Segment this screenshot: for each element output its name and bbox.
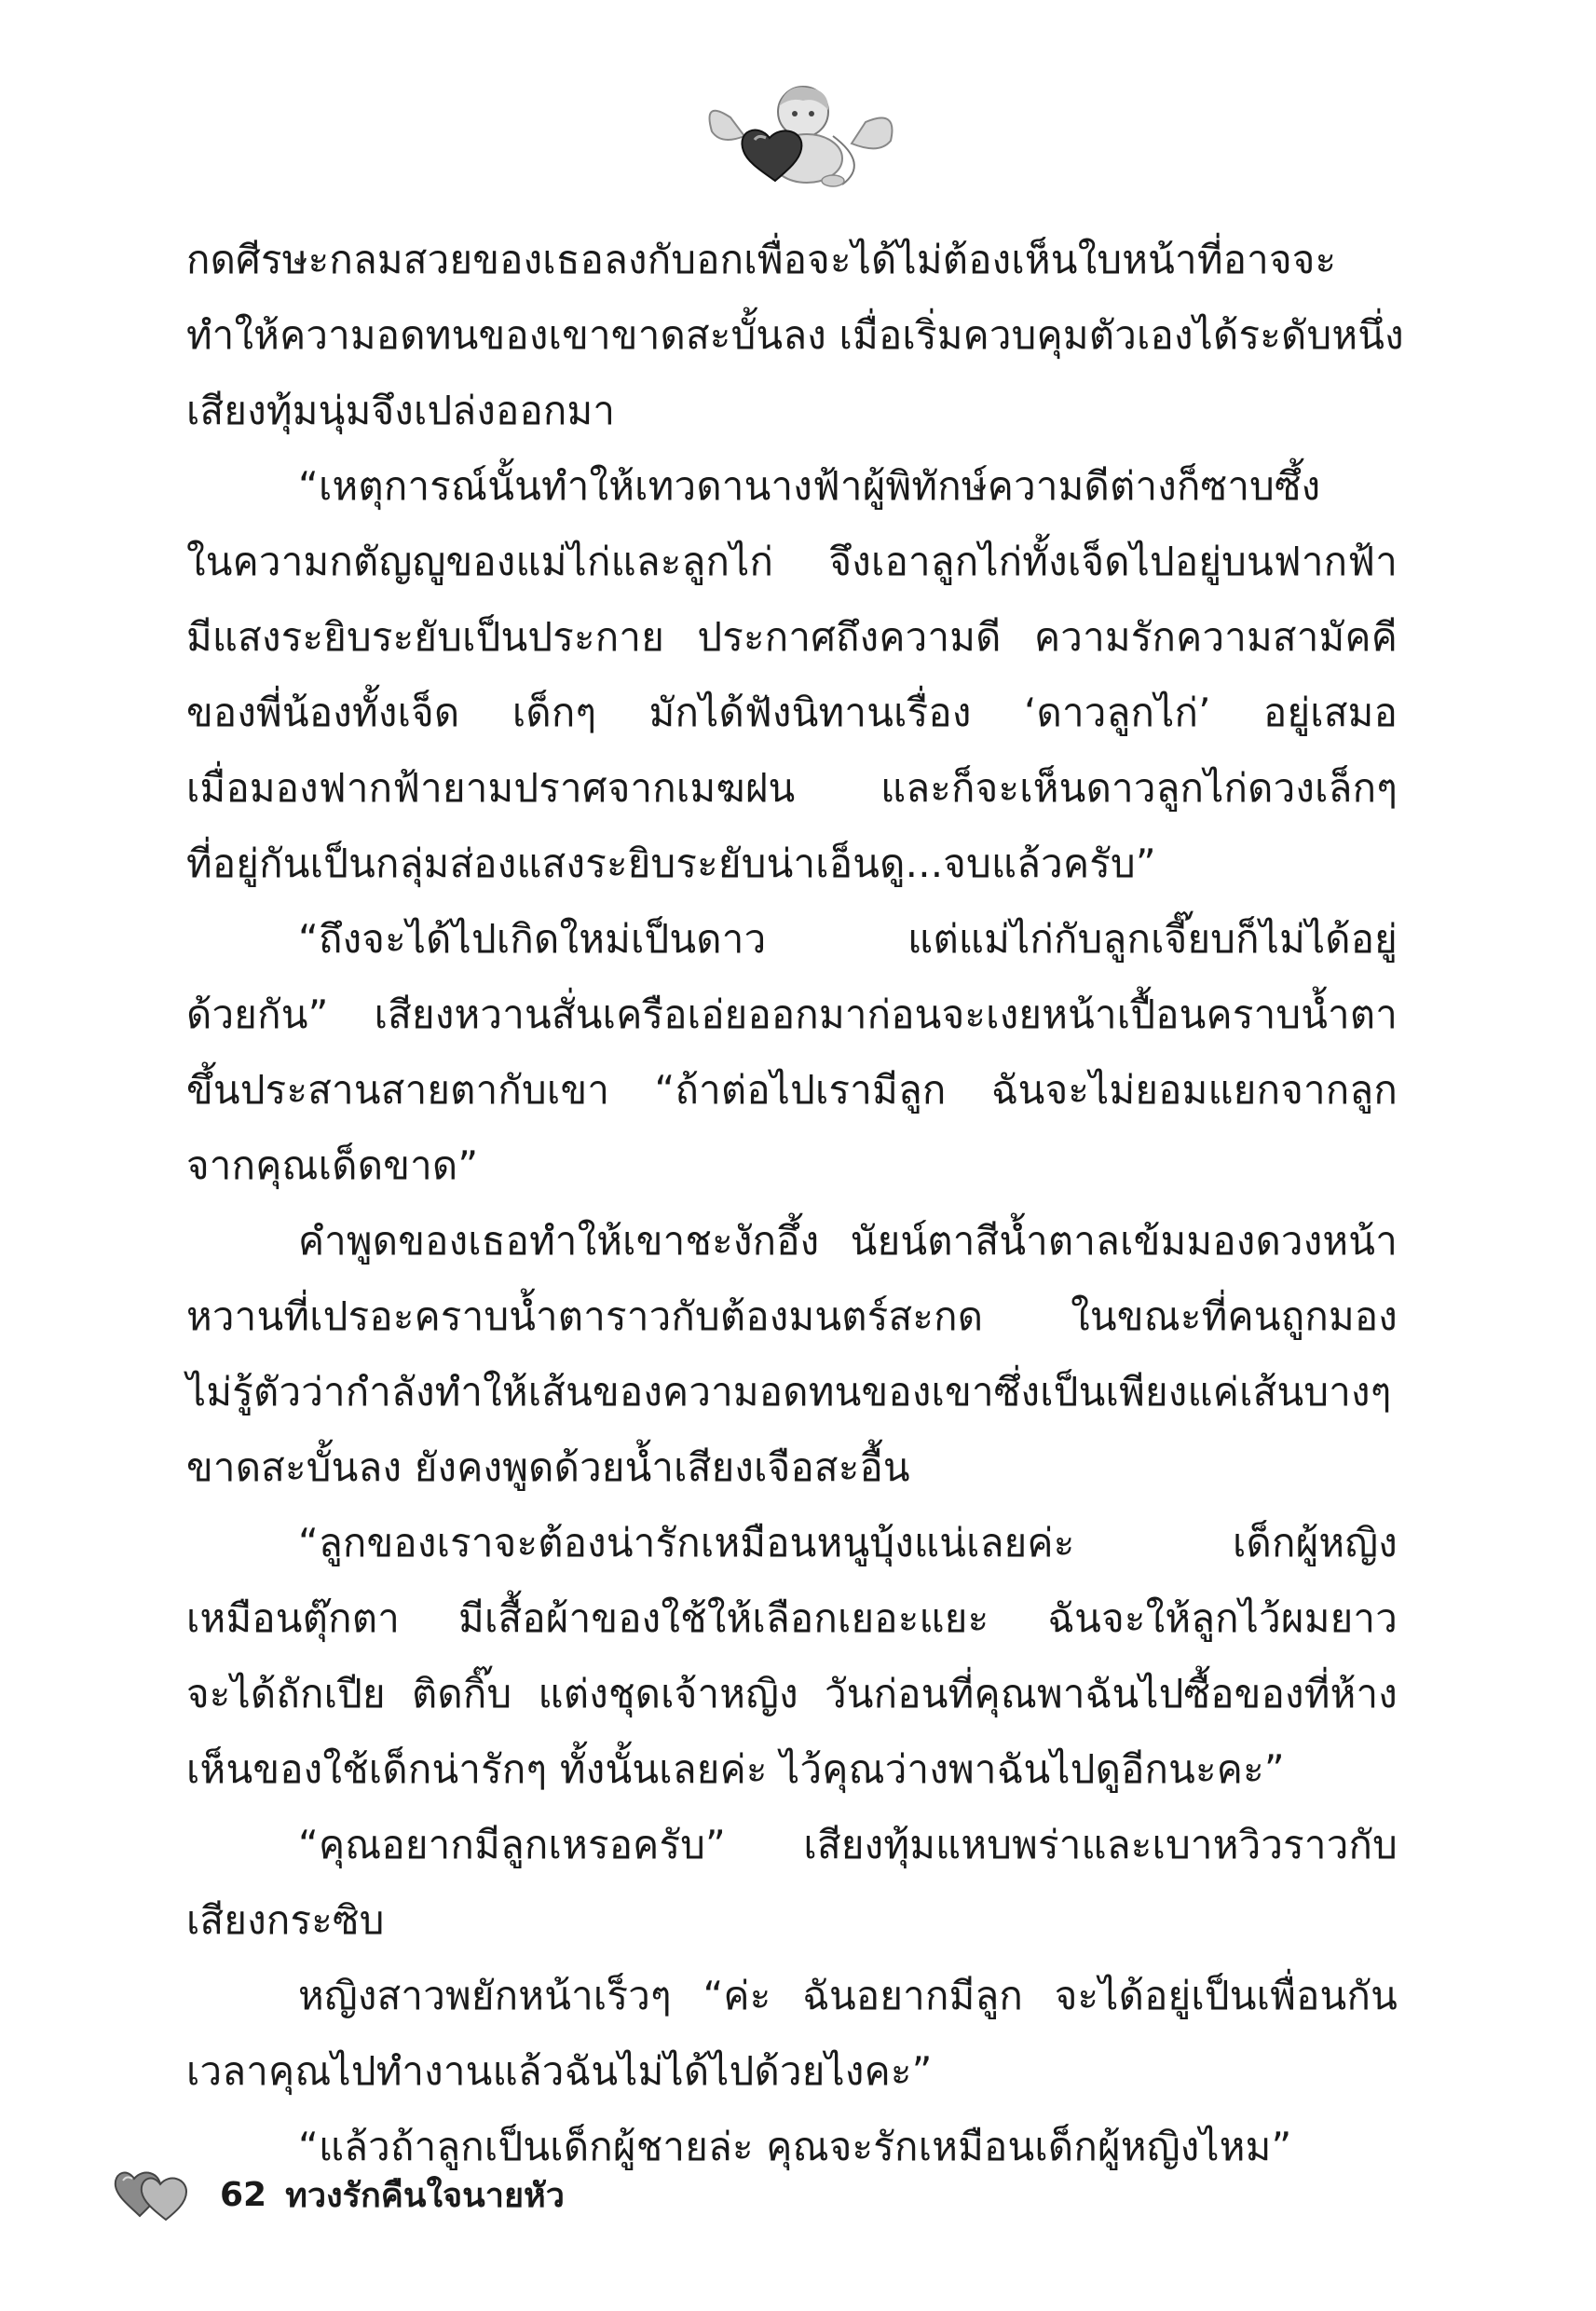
body-line-16: ไม่รู้ตัวว่ากำลังทำให้เส้นของความอดทนของเขาซึ่งเป็นเพียงแค่เส้นบางๆ [186,1369,1392,1415]
body-line-21: เห็นของใช้เด็กน่ารักๆ ทั้งนั้นเลยค่ะ ไว้คุณว่างพาฉันไปดูอีกนะคะ” [186,1746,1285,1792]
body-line-15: หวานที่เปรอะคราบน้ำตาราวกับต้องมนตร์สะกด ในขณะที่คนถูกมอง [186,1293,1398,1339]
book-title: ทวงรักคืนใจนายหัว [285,2176,565,2215]
page-footer [114,2162,565,2227]
body-line-6: มีแสงระยิบระยับเป็นประกาย ประกาศถึงความดี ความรักความสามัคคี [186,614,1398,660]
cupid-holding-heart-icon [693,80,907,190]
body-line-1: กดศีรษะกลมสวยของเธอลงกับอกเพื่อจะได้ไม่ต้องเห็นใบหน้าที่อาจจะ [186,237,1337,282]
double-heart-icon [114,2166,188,2223]
body-line-8: เมื่อมองฟากฟ้ายามปราศจากเมฆฝน และก็จะเห็นดาวลูกไก่ดวงเล็กๆ [186,765,1398,811]
body-line-20: จะได้ถักเปีย ติดกิ๊บ แต่งชุดเจ้าหญิง วันก่อนที่คุณพาฉันไปซื้อของที่ห้าง [186,1671,1398,1716]
body-line-4: “เหตุการณ์นั้นทำให้เทวดานางฟ้าผู้พิทักษ์ความดีต่างก็ซาบซึ้ง [298,463,1321,509]
body-line-2: ทำให้ความอดทนของเขาขาดสะบั้นลง เมื่อเริ่มควบคุมตัวเองได้ระดับหนึ่ง [186,312,1404,358]
body-line-12: ขึ้นประสานสายตากับเขา “ถ้าต่อไปเรามีลูก ฉันจะไม่ยอมแยกจากลูก [186,1067,1398,1113]
body-line-10: “ถึงจะได้ไปเกิดใหม่เป็นดาว แต่แม่ไก่กับลูกเจี๊ยบก็ไม่ได้อยู่ [298,916,1398,962]
body-line-14: คำพูดของเธอทำให้เขาชะงักอึ้ง นัยน์ตาสีน้ำตาลเข้มมองดวงหน้า [298,1218,1398,1264]
body-line-25: เวลาคุณไปทำงานแล้วฉันไม่ได้ไปด้วยไงคะ” [186,2048,933,2094]
body-line-9: ที่อยู่กันเป็นกลุ่มส่องแสงระยิบระยับน่าเอ็นดู...จบแล้วครับ” [186,841,1156,886]
body-line-5: ในความกตัญญูของแม่ไก่และลูกไก่ จึงเอาลูกไก่ทั้งเจ็ดไปอยู่บนฟากฟ้า [186,539,1398,584]
body-line-7: ของพี่น้องทั้งเจ็ด เด็กๆ มักได้ฟังนิทานเรื่อง ‘ดาวลูกไก่’ อยู่เสมอ [186,690,1398,735]
body-line-17: ขาดสะบั้นลง ยังคงพูดด้วยน้ำเสียงเจือสะอื้น [186,1444,910,1490]
body-line-13: จากคุณเด็ดขาด” [186,1142,479,1188]
body-line-26: “แล้วถ้าลูกเป็นเด็กผู้ชายล่ะ คุณจะรักเหมือนเด็กผู้หญิงไหม” [298,2124,1292,2169]
body-line-3: เสียงทุ้มนุ่มจึงเปล่งออกมา [186,388,616,433]
body-line-19: เหมือนตุ๊กตา มีเสื้อผ้าของใช้ให้เลือกเยอะแยะ ฉันจะให้ลูกไว้ผมยาว [186,1595,1398,1641]
page-number: 62 [220,2175,267,2214]
body-line-22: “คุณอยากมีลูกเหรอครับ” เสียงทุ้มแหบพร่าและเบาหวิวราวกับ [298,1822,1398,1867]
body-line-23: เสียงกระซิบ [186,1897,385,1943]
body-line-24: หญิงสาวพยักหน้าเร็วๆ “ค่ะ ฉันอยากมีลูก จะได้อยู่เป็นเพื่อนกัน [298,1973,1398,2018]
body-line-18: “ลูกของเราจะต้องน่ารักเหมือนหนูบุ้งแน่เลยค่ะ เด็กผู้หญิง [298,1520,1398,1566]
body-line-11: ด้วยกัน” เสียงหวานสั่นเครือเอ่ยออกมาก่อนจะเงยหน้าเปื้อนคราบน้ำตา [186,991,1398,1037]
story-text [186,222,1404,2184]
